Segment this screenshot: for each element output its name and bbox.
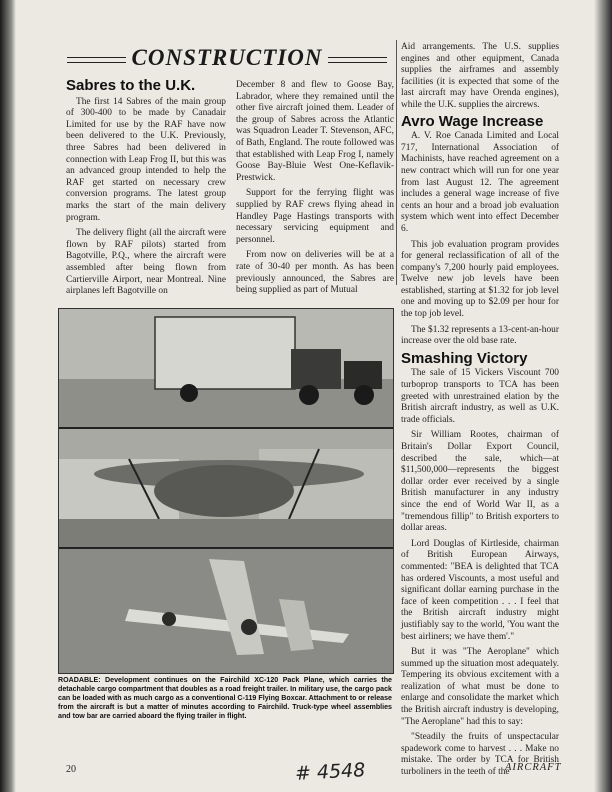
page-number: 20 [66,764,76,775]
column-1 [66,77,226,302]
sabres-paragraph-2-part-a: The delivery flight (all the aircraft were flown by RAF pilots) started from Bagotville, P.Q., where the aircraft were assembled after being flown from Cartierville Airport, near Montreal. Nine airplanes left Bagotville on [66,228,226,297]
sabres-paragraph-3: Support for the ferrying flight was supplied by RAF crews flying ahead in Handley Page Hastings transports with necessary servicing equipment and personnel. [236,188,394,245]
section-banner [67,40,387,76]
magazine-name: AIRCRAFT [505,762,562,773]
photo-caption [58,676,392,721]
avro-paragraph-3: The $1.32 represents a 13-cent-an-hour increase over the old base rate. [401,324,559,347]
column-divider [396,40,397,285]
caption-text: Development continues on the Fairchild XC-120 Pack Plane, which carries the detachable cargo compartment that doubles as a road freight trailer. In military use, the cargo pack can be loaded with as much cargo as a conventional C-119 Flying Boxcar. Attachment to or release from the aircraft is but a matter of minutes according to Fairchild. Truck-type wheel assemblies and tow bar are carried aboard the flying trailer in flight. [58,676,392,720]
sabres-paragraph-1: The first 14 Sabres of the main group of 300-400 to be made by Canadair Limited for use by the RAF have now been delivered to the U.K. Previously, three Sabres had been delivered in connection with Leap Frog II, but this was an advanced group intended to help the RAF get started on necessary crew conversion programs. The latest group marks the start of the main delivery program. [66,96,226,223]
photo-illustration [59,309,393,673]
sabres-paragraph-4-part-a: From now on deliveries will be at a rate of 30-40 per month. As has been previously announced, the Sabres are being supplied as part of Mutual [236,250,394,296]
smashing-paragraph-3: Lord Douglas of Kirtleside, chairman of British European Airways, commented: "BEA is delighted that TCA has ordered Viscounts, a most useful and significant dollar earning purchase in the face of keen competition . . . I feel that the British aircraft industry might justifiably say to the world, 'You want the best airliners; we have them'." [401,538,559,642]
section-title: CONSTRUCTION [126,45,329,71]
sabres-paragraph-4-part-b: Aid arrangements. The U.S. supplies engines and other equipment, Canada supplies the airframes and assembly facilities (it is expected that some of the last aircraft may have Orenda engines), while the U.K. supplies the aircrews. [401,42,559,110]
sabres-heading: Sabres to the U.K. [66,77,196,94]
column-3 [401,42,562,783]
smashing-paragraph-5: "Steadily the fruits of unspectacular spadework come to harvest . . . Make no mistake. The order by TCA for British turboliners in the teeth of the [401,732,559,778]
scan-left-edge [0,0,16,792]
handwritten-number: # 4548 [294,759,366,785]
smashing-paragraph-4: But it was "The Aeroplane" which summed up the situation most adequately. Tempering its obvious excitement with a realization of what must be done to enlarge and consolidate the market which the British aircraft industry is developing, "The Aeroplane" had this to say: [401,647,559,727]
scan-right-edge [594,0,612,792]
smashing-heading: Smashing Victory [401,349,528,367]
avro-paragraph-1: A. V. Roe Canada Limited and Local 717, International Association of Machinists, have reached agreement on a new contract which will run for one year from last August 12. The agreement includes a general wage increase of five cents an hour and a broad job evaluation system which went into effect December 6. [401,131,559,234]
smashing-paragraph-1: The sale of 15 Vickers Viscount 700 turboprop transports to TCA has been greeted with unrestrained elation by the British aircraft industry, as well as U.K. trade officials. [401,368,559,425]
column-2 [236,80,394,301]
avro-heading: Avro Wage Increase [401,112,544,130]
sabres-paragraph-2-part-b: December 8 and flew to Goose Bay, Labrador, where they remained until the other five aircraft joined them. Leader of the group of Sabres across the Atlantic was Squadron Leader T. Stevenson, AFC, of Bath, England. The route followed was that established with Leap Frog I, namely Goose Bay-Bluie West One-Keflavik-Prestwick. [236,80,394,183]
smashing-paragraph-2: Sir William Rootes, chairman of Britain's Dollar Export Council, described the sale, which—at $11,500,000—represents the biggest dollar order ever received by a single British manufacturer in any industry since the end of World War II, as a "tremendous fillip" to British exporters to dollar areas. [401,430,559,534]
avro-paragraph-2: This job evaluation program provides for general reclassification of all of the company's 7,200 hourly paid employees. Twelve new job levels have been established, starting at $1.32 for job level one and moving up to $2.09 per hour for the top job level. [401,239,559,320]
caption-lead: ROADABLE: [58,676,101,684]
fairchild-xc120-photo [58,308,394,674]
